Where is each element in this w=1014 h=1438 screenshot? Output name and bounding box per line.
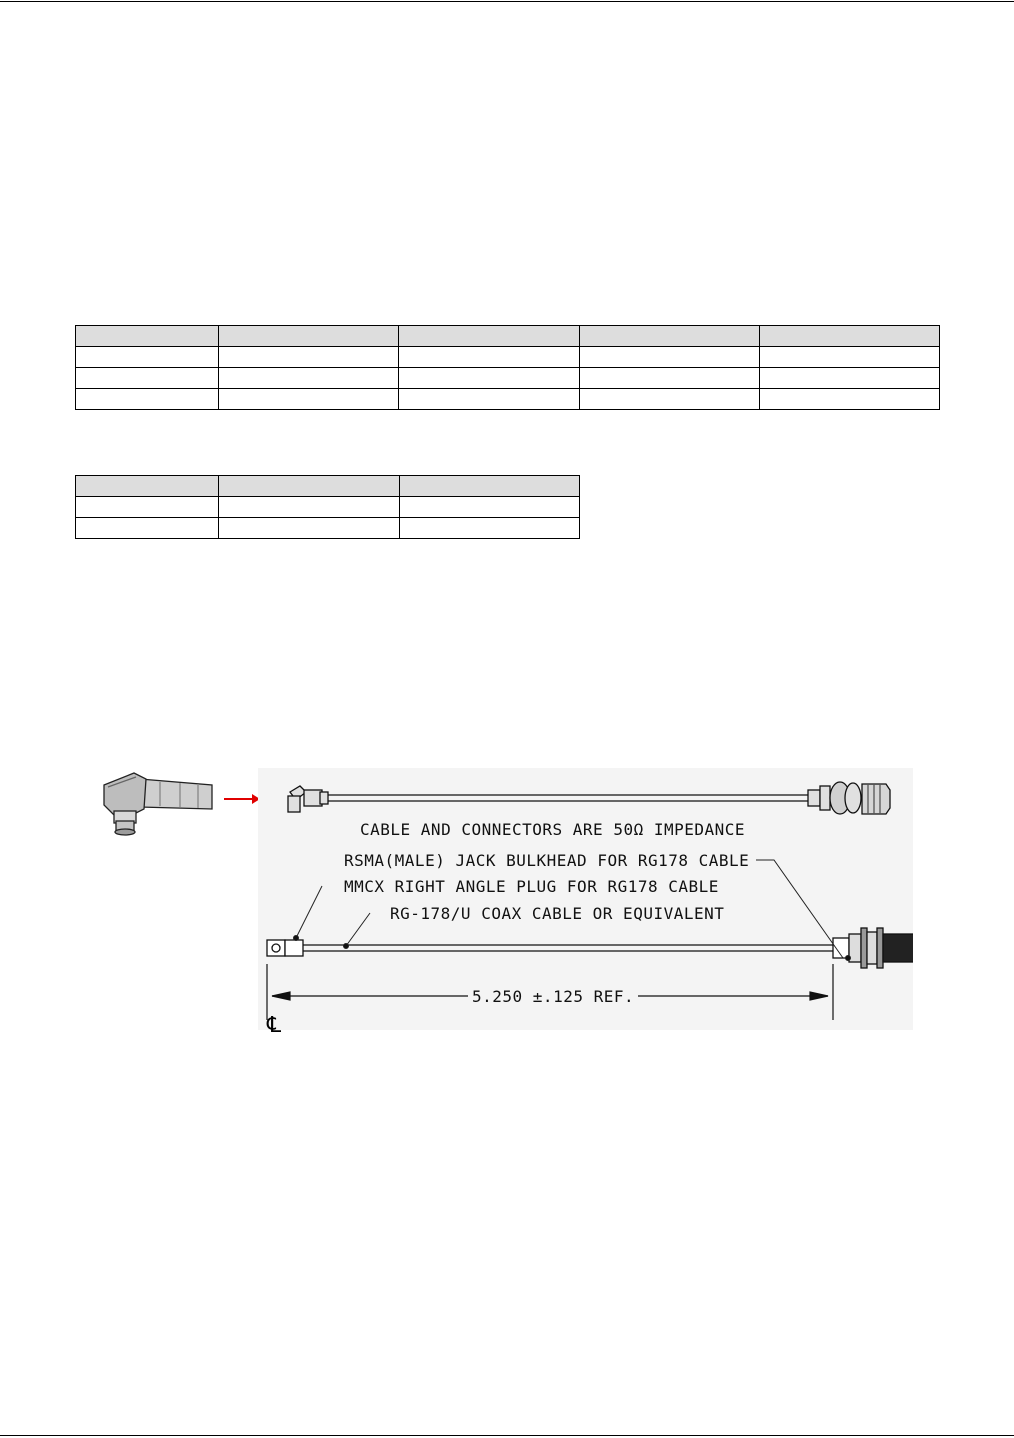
mmcx-connector-note: MMCX RIGHT ANGLE PLUG FOR RG178 CABLE	[344, 877, 719, 896]
table-cell	[219, 497, 399, 518]
table-cell	[76, 326, 219, 347]
table-cell	[399, 518, 579, 539]
table-cell	[219, 326, 399, 347]
table-cell	[579, 347, 759, 368]
header-rule	[0, 1, 1014, 2]
cable-assembly-top-view	[288, 782, 890, 814]
table-cell	[219, 347, 399, 368]
table-cell	[579, 389, 759, 410]
mmcx-plug-illustration	[104, 773, 212, 835]
centerline-symbol: ℄	[267, 1013, 282, 1038]
table-cell	[76, 476, 219, 497]
table-cell	[219, 476, 399, 497]
table-cell	[219, 368, 399, 389]
table-cell	[399, 347, 579, 368]
cable-assembly-drawing	[258, 768, 913, 1030]
table-cell	[579, 326, 759, 347]
impedance-note: CABLE AND CONNECTORS ARE 50Ω IMPEDANCE	[360, 820, 746, 839]
table-cell	[579, 368, 759, 389]
table-row	[76, 518, 580, 539]
table-header-row	[76, 326, 940, 347]
table-row	[76, 368, 940, 389]
mmcx-connector-photo	[100, 765, 260, 845]
table-cell	[399, 476, 579, 497]
spec-table-1	[75, 325, 940, 410]
dimension-label: 5.250 ±.125 REF.	[468, 988, 638, 1006]
table-cell	[759, 368, 939, 389]
table-cell	[76, 497, 219, 518]
table-cell	[759, 389, 939, 410]
table-cell	[759, 347, 939, 368]
cable-assembly-side-view	[267, 928, 913, 968]
table-cell	[219, 389, 399, 410]
footer-rule	[0, 1435, 1014, 1436]
table-row	[76, 389, 940, 410]
table-row	[76, 497, 580, 518]
table-cell	[399, 389, 579, 410]
arrow-right-icon	[224, 794, 260, 804]
table-cell	[399, 497, 579, 518]
table-cell	[76, 368, 219, 389]
table-cell	[76, 518, 219, 539]
table-header-row	[76, 476, 580, 497]
table-cell	[759, 326, 939, 347]
table-row	[76, 347, 940, 368]
spec-table-2	[75, 475, 580, 539]
table-cell	[76, 347, 219, 368]
table-cell	[399, 368, 579, 389]
table-cell	[219, 518, 399, 539]
rsma-connector-note: RSMA(MALE) JACK BULKHEAD FOR RG178 CABLE	[344, 851, 750, 870]
table-cell	[76, 389, 219, 410]
table-cell	[399, 326, 579, 347]
cable-type-note: RG-178/U COAX CABLE OR EQUIVALENT	[390, 904, 725, 923]
